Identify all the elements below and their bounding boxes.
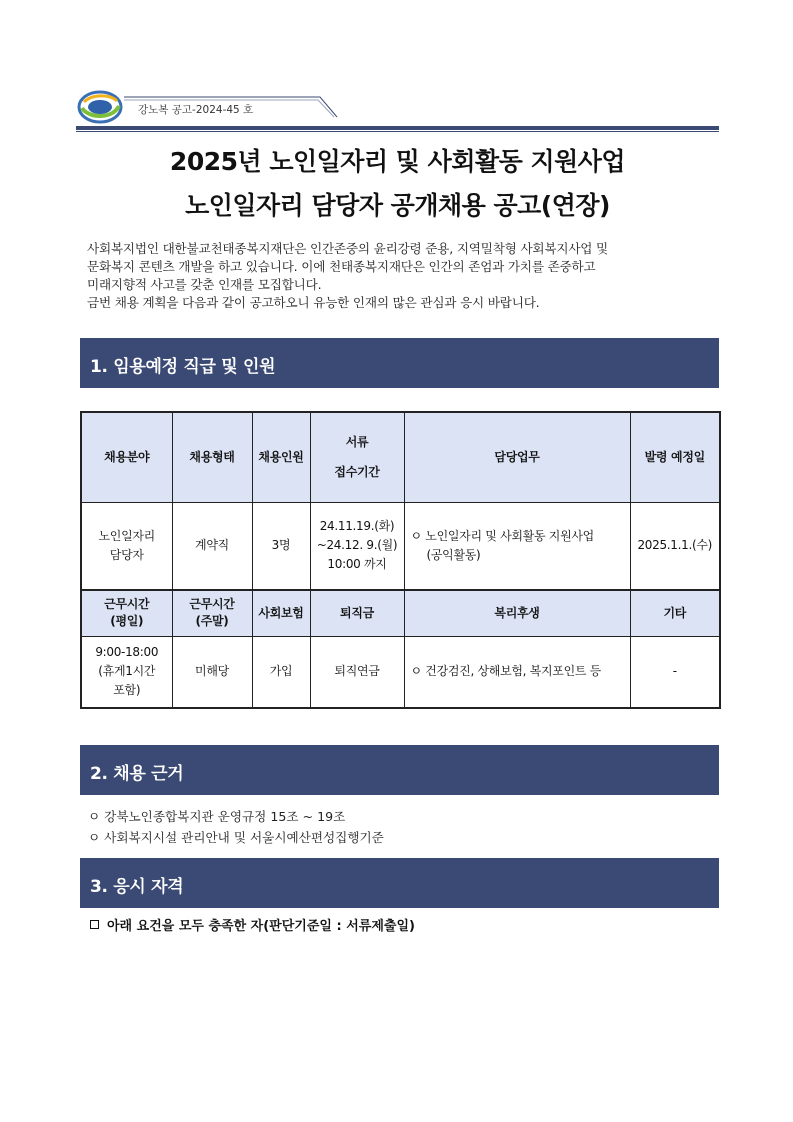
cell-line: 담당자 (109, 547, 144, 562)
header-rule (76, 126, 719, 130)
cell-count: 3명 (252, 502, 310, 590)
header-cell (81, 590, 172, 636)
cell-line: ㅇ 노인일자리 및 사회활동 지원사업 (410, 528, 594, 543)
square-bullet-icon (90, 920, 99, 929)
cell-start-date: 2025.1.1.(수) (630, 502, 720, 590)
cell-line: (공익활동) (426, 547, 481, 562)
header-cell-line: 근무시간 (189, 597, 235, 612)
header-cell-line: (평일) (110, 614, 144, 629)
cell-line: 노인일자리 (98, 528, 155, 543)
intro-line: 문화복지 콘텐츠 개발을 하고 있습니다. 이에 천태종복지재단은 인간의 존엄과 가치를 존중하고 (87, 259, 596, 274)
intro-line: 미래지향적 사고를 갖춘 인재를 모집합니다. (87, 277, 322, 292)
header-cell-line: 서류 (345, 435, 369, 450)
doc-number: 강노복 공고-2024-45 호 (138, 104, 254, 116)
cell-line: (휴게1시간 (98, 664, 156, 679)
cell-etc: - (630, 636, 720, 708)
cell-line: ~24.12. 9.(월) (316, 538, 398, 553)
recruitment-table (80, 411, 721, 709)
section2-bar (80, 745, 719, 795)
header-cell: 복리후생 (404, 590, 630, 636)
cell-line: 9:00-18:00 (95, 645, 159, 660)
header-cell (310, 412, 404, 502)
table-header-row (81, 590, 720, 636)
header-cell (172, 590, 252, 636)
intro-line: 금번 채용 계획을 다음과 같이 공고하오니 유능한 인재의 많은 관심과 응시 바랍니다. (87, 295, 540, 310)
section1-title: 1. 임용예정 직급 및 인원 (90, 357, 276, 377)
cell-weekend: 미해당 (172, 636, 252, 708)
page-title-line2: 노인일자리 담당자 공개채용 공고(연장) (185, 191, 610, 220)
cell-type: 계약직 (172, 502, 252, 590)
header-cell: 채용인원 (252, 412, 310, 502)
header-cell: 채용분야 (81, 412, 172, 502)
cell-line: 24.11.19.(화) (319, 519, 395, 534)
header-cell-line: 접수기간 (334, 465, 380, 480)
cell-duty (404, 502, 630, 590)
cell-line: 포함) (113, 683, 141, 698)
header-cell: 기타 (630, 590, 720, 636)
list-item: ㅇ 사회복지시설 관리안내 및 서울시예산편성집행기준 (88, 830, 384, 845)
cell-welfare: ㅇ 건강검진, 상해보험, 복지포인트 등 (404, 636, 630, 708)
table-row (81, 636, 720, 708)
section3-title: 3. 응시 자격 (90, 877, 184, 897)
header-rule-thin (76, 131, 719, 132)
header-cell: 퇴직금 (310, 590, 404, 636)
requirement-text: 아래 요건을 모두 충족한 자(판단기준일 : 서류제출일) (107, 919, 415, 934)
list-item: ㅇ 강북노인종합복지관 운영규정 15조 ~ 19조 (88, 809, 346, 824)
organization-logo-icon (76, 88, 124, 126)
section2-title: 2. 채용 근거 (90, 764, 184, 784)
requirement-item (90, 915, 415, 934)
cell-weekday-hours (81, 636, 172, 708)
section3-bar (80, 858, 719, 908)
header-cell: 사회보험 (252, 590, 310, 636)
table-row (81, 502, 720, 590)
basis-list (88, 806, 384, 848)
intro-text (87, 240, 717, 312)
table-header-row (81, 412, 720, 502)
header-cell-line: 근무시간 (104, 597, 150, 612)
intro-line: 사회복지법인 대한불교천태종복지재단은 인간존중의 윤리강령 준용, 지역밀착형 사회복지사업 및 (87, 241, 609, 256)
header-cell: 담당업무 (404, 412, 630, 502)
cell-insurance: 가입 (252, 636, 310, 708)
header-cell: 채용형태 (172, 412, 252, 502)
cell-period (310, 502, 404, 590)
section1-bar (80, 338, 719, 388)
page-title-line1: 2025년 노인일자리 및 사회활동 지원사업 (169, 147, 626, 176)
header-cell: 발령 예정일 (630, 412, 720, 502)
header-cell-line: (주말) (195, 614, 229, 629)
cell-severance: 퇴직연금 (310, 636, 404, 708)
cell-field (81, 502, 172, 590)
cell-line: 10:00 까지 (327, 557, 387, 572)
